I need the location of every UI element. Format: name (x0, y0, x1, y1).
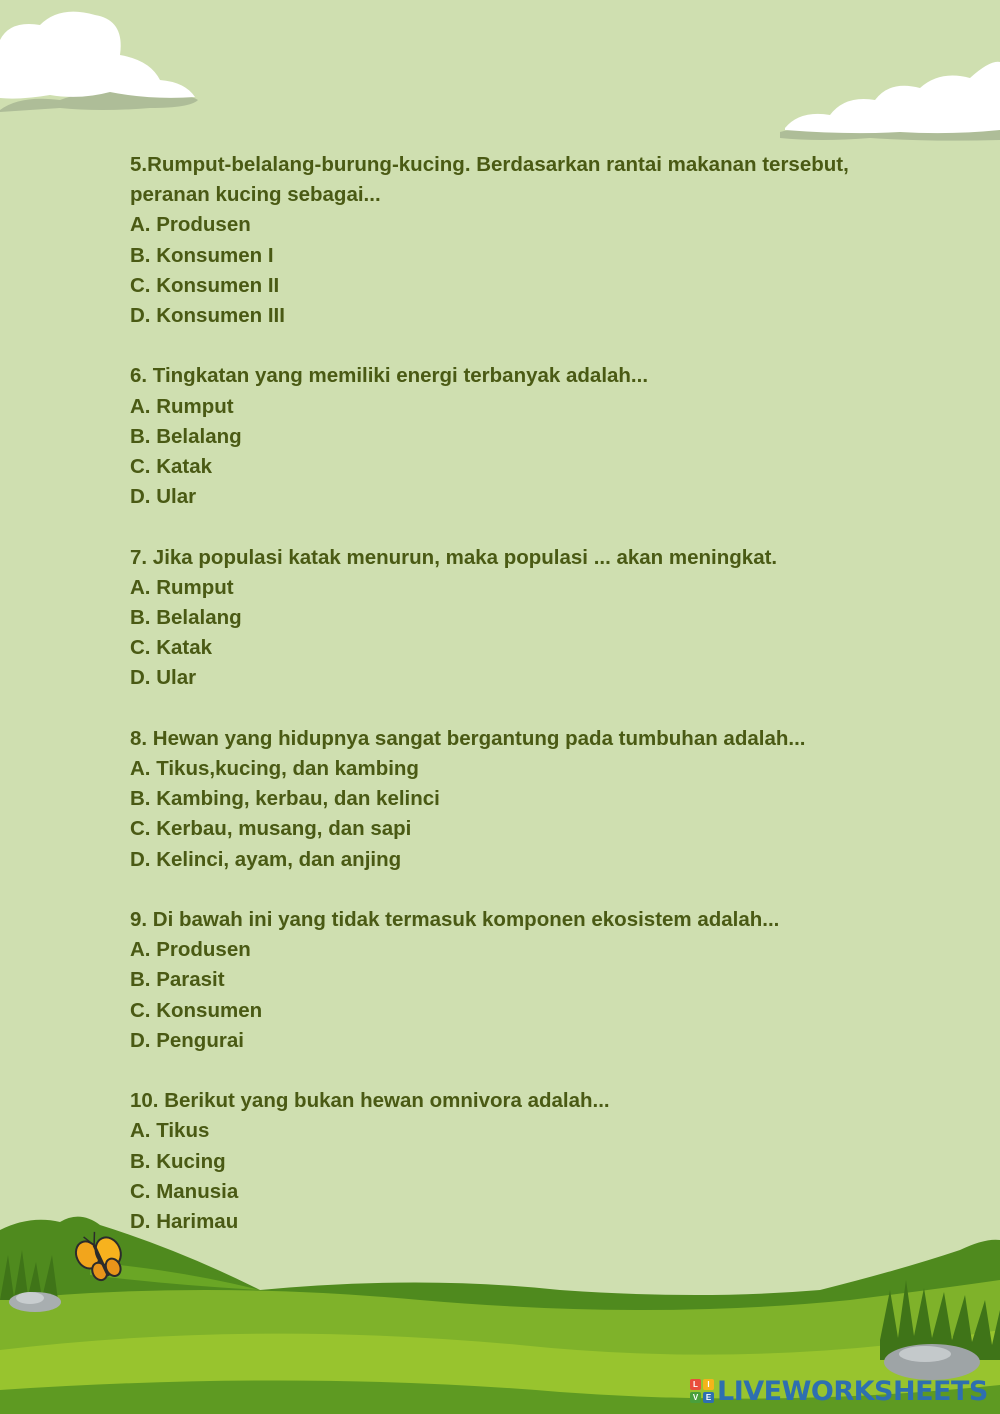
question-8 (130, 724, 890, 875)
question-9 (130, 905, 890, 1056)
question-5 (130, 150, 890, 331)
logo-mark-icon: L I V E (690, 1379, 714, 1403)
question-text: 5.Rumput-belalang-burung-kucing. Berdasarkan rantai makanan tersebut, peranan kucing sebagai... (130, 153, 849, 207)
answer-option: A. Rumput (130, 394, 234, 418)
answer-option: D. Harimau (130, 1210, 239, 1234)
answer-option: C. Kerbau, musang, dan sapi (130, 817, 412, 841)
question-text: 6. Tingkatan yang memiliki energi terbanyak adalah... (130, 364, 649, 388)
answer-option: C. Konsumen (130, 998, 263, 1022)
answer-option: C. Katak (130, 636, 213, 660)
answer-option: C. Manusia (130, 1179, 239, 1203)
cloud-icon (780, 62, 1000, 141)
answer-option: D. Konsumen III (130, 304, 285, 328)
answer-option: A. Rumput (130, 575, 234, 599)
worksheet-content (130, 150, 890, 1267)
cloud-icon (0, 12, 198, 112)
question-text: 7. Jika populasi katak menurun, maka populasi ... akan meningkat. (130, 545, 778, 569)
logo-text: LIVEWORKSHEETS (717, 1375, 988, 1407)
answer-option: C. Konsumen II (130, 273, 280, 297)
answer-option: D. Ular (130, 485, 197, 509)
answer-option: B. Belalang (130, 606, 242, 630)
answer-option: B. Kambing, kerbau, dan kelinci (130, 787, 440, 811)
question-7 (130, 543, 890, 694)
answer-option: D. Pengurai (130, 1028, 244, 1052)
answer-option: D. Kelinci, ayam, dan anjing (130, 847, 402, 871)
liveworksheets-logo[interactable] (690, 1376, 988, 1406)
answer-option: A. Tikus,kucing, dan kambing (130, 757, 419, 781)
question-text: 9. Di bawah ini yang tidak termasuk komponen ekosistem adalah... (130, 908, 780, 932)
answer-option: A. Tikus (130, 1119, 210, 1143)
question-10 (130, 1086, 890, 1237)
answer-option: B. Parasit (130, 968, 225, 992)
answer-option: C. Katak (130, 455, 213, 479)
answer-option: A. Produsen (130, 213, 251, 237)
answer-option: B. Belalang (130, 424, 242, 448)
question-text: 8. Hewan yang hidupnya sangat bergantung pada tumbuhan adalah... (130, 726, 806, 750)
rock-icon (9, 1292, 61, 1312)
answer-option: B. Konsumen I (130, 243, 274, 267)
question-6 (130, 361, 890, 512)
answer-option: D. Ular (130, 666, 197, 690)
answer-option: A. Produsen (130, 938, 251, 962)
answer-option: B. Kucing (130, 1149, 226, 1173)
question-text: 10. Berikut yang bukan hewan omnivora adalah... (130, 1089, 610, 1113)
